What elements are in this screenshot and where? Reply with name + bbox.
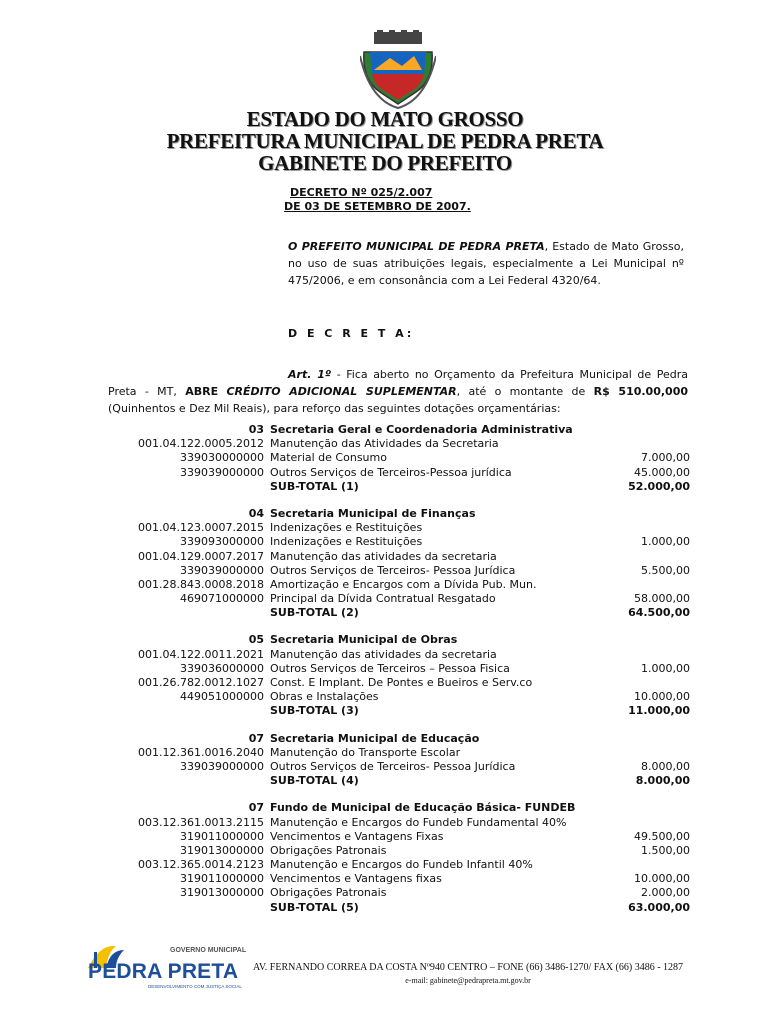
- row-value: 8.000,00: [635, 774, 690, 788]
- row-value: 64.500,00: [628, 606, 690, 620]
- table-row: [0, 550, 770, 564]
- row-code: 339030000000: [180, 451, 264, 465]
- row-description: Secretaria Municipal de Educação: [270, 731, 480, 745]
- article-amount: R$ 510.00,000: [593, 385, 689, 398]
- row-description: Obras e Instalações: [270, 690, 379, 704]
- row-code: 07: [248, 801, 264, 815]
- row-description: Fundo de Municipal de Educação Básica- FUNDEB: [270, 801, 576, 815]
- table-row: [0, 801, 770, 815]
- decreta-heading: D E C R E T A:: [288, 327, 415, 340]
- row-description: Const. E Implant. De Pontes e Bueiros e Serv.co: [270, 676, 533, 689]
- table-row: [0, 844, 770, 858]
- row-code: 001.04.129.0007.2017: [138, 549, 264, 563]
- article-text-2: , até o montante de: [456, 385, 594, 398]
- decree-number: DECRETO Nº 025/2.007: [290, 186, 433, 199]
- logo-slogan-text: DESENVOLVIMENTO COM JUSTIÇA SOCIAL: [148, 984, 242, 989]
- row-code: 469071000000: [180, 592, 264, 606]
- table-row: [0, 690, 770, 704]
- article-bold-2: CRÉDITO ADICIONAL SUPLEMENTAR: [226, 385, 457, 398]
- row-code: 07: [248, 731, 264, 745]
- table-row: [0, 760, 770, 774]
- section-gap: [0, 620, 770, 633]
- table-row: [0, 521, 770, 535]
- row-code: 003.12.365.0014.2123: [138, 858, 264, 872]
- row-code: 339039000000: [180, 563, 264, 577]
- row-code: 319013000000: [180, 886, 264, 900]
- row-description: Amortização e Encargos com a Dívida Pub. Mun.: [270, 577, 537, 591]
- table-row: [0, 704, 770, 718]
- header-prefeitura: PREFEITURA MUNICIPAL DE PEDRA PRETA: [166, 129, 604, 153]
- table-row: [0, 830, 770, 844]
- table-row: [0, 662, 770, 676]
- row-code: 05: [248, 633, 264, 647]
- footer-email: e-mail: gabinete@pedrapreta.mt.gov.br: [405, 976, 531, 985]
- table-row: [0, 886, 770, 900]
- table-row: [0, 466, 770, 480]
- row-description: Manutenção e Encargos do Fundeb Infantil 40%: [270, 858, 533, 872]
- decree-date: DE 03 DE SETEMBRO DE 2007.: [284, 200, 471, 213]
- table-row: [0, 564, 770, 578]
- row-code: 339093000000: [180, 535, 264, 549]
- row-description: Indenizações e Restituições: [270, 535, 423, 549]
- row-description: Obrigações Patronais: [270, 843, 387, 857]
- row-code: 001.26.782.0012.1027: [138, 676, 264, 689]
- row-description: Manutenção das atividades da secretaria: [270, 647, 497, 661]
- row-value: 45.000,00: [634, 465, 690, 479]
- row-description: Manutenção das Atividades da Secretaria: [270, 437, 499, 451]
- section-gap: [0, 494, 770, 507]
- row-description: Indenizações e Restituições: [270, 521, 423, 535]
- row-description: Principal da Dívida Contratual Resgatado: [270, 592, 496, 606]
- article-text-1: - Fica aberto no Orçamento da Prefeitura Municipal de Pedra Preta - MT,: [108, 368, 689, 398]
- row-code: 319013000000: [180, 843, 264, 857]
- row-code: 001.04.122.0005.2012: [138, 437, 264, 451]
- section-gap: [0, 719, 770, 732]
- table-row: [0, 746, 770, 760]
- table-row: [0, 535, 770, 549]
- table-row: [0, 648, 770, 662]
- row-value: 10.000,00: [634, 872, 690, 886]
- row-description: Manutenção das atividades da secretaria: [270, 549, 497, 563]
- row-value: 52.000,00: [628, 479, 690, 493]
- table-row: [0, 592, 770, 606]
- row-code: 319011000000: [180, 829, 264, 843]
- row-description: Outros Serviços de Terceiros-Pessoa jurídica: [270, 465, 512, 479]
- preamble-subject: O PREFEITO MUNICIPAL DE PEDRA PRETA: [288, 240, 545, 253]
- table-row: [0, 437, 770, 451]
- table-row: [0, 606, 770, 620]
- row-code: 001.12.361.0016.2040: [138, 745, 264, 759]
- row-code: 001.04.122.0011.2021: [138, 647, 264, 661]
- row-description: Secretaria Municipal de Finanças: [270, 506, 476, 520]
- row-code: 339039000000: [180, 465, 264, 479]
- table-row: [0, 633, 770, 647]
- table-row: [0, 816, 770, 830]
- row-value: 10.000,00: [634, 690, 690, 704]
- row-description: Material de Consumo: [270, 451, 387, 465]
- table-row: [0, 858, 770, 872]
- row-code: 339036000000: [180, 661, 264, 675]
- article-1: [108, 366, 688, 417]
- row-value: 58.000,00: [634, 592, 690, 606]
- row-description: Secretaria Geral e Coordenadoria Administrativa: [270, 423, 573, 436]
- row-description: Vencimentos e Vantagens fixas: [270, 872, 442, 886]
- preamble-text: , Estado de Mato Grosso, no uso de suas atribuições legais, especialmente a Lei Municipal nº 475/2006, e em consonância com a Lei Federal 4320/64.: [288, 240, 684, 287]
- row-value: 1.500,00: [641, 843, 690, 857]
- row-value: 1.000,00: [641, 661, 690, 675]
- article-text-3: (Quinhentos e Dez Mil Reais), para reforço das seguintes dotações orçamentárias:: [108, 402, 561, 415]
- section-gap: [0, 788, 770, 801]
- row-value: 49.500,00: [634, 829, 690, 843]
- row-code: 319011000000: [180, 872, 264, 886]
- header-gabinete: GABINETE DO PREFEITO: [258, 151, 512, 175]
- row-description: SUB-TOTAL (4): [270, 774, 359, 788]
- row-description: SUB-TOTAL (1): [270, 479, 359, 493]
- row-value: 2.000,00: [641, 886, 690, 900]
- article-bold-1: ABRE: [185, 385, 219, 398]
- row-code: 04: [248, 506, 264, 520]
- row-value: 11.000,00: [628, 704, 690, 718]
- row-value: 8.000,00: [641, 759, 690, 773]
- row-value: 5.500,00: [641, 563, 690, 577]
- table-row: [0, 676, 770, 690]
- row-description: Secretaria Municipal de Obras: [270, 633, 458, 647]
- footer-address: AV. FERNANDO CORREA DA COSTA Nº940 CENTRO – FONE (66) 3486-1270/ FAX (66) 3486 - 1287: [252, 962, 684, 973]
- table-row: [0, 774, 770, 788]
- row-code: 001.04.123.0007.2015: [138, 521, 264, 535]
- logo-name-text: PEDRA PRETA: [88, 960, 238, 983]
- coat-of-arms-icon: [360, 30, 436, 110]
- row-description: SUB-TOTAL (3): [270, 704, 359, 718]
- table-row: [0, 423, 770, 437]
- budget-table: [0, 423, 770, 915]
- row-code: 001.28.843.0008.2018: [138, 577, 264, 591]
- row-description: Vencimentos e Vantagens Fixas: [270, 829, 444, 843]
- table-row: [0, 451, 770, 465]
- pedra-preta-logo: [86, 938, 246, 994]
- row-description: Outros Serviços de Terceiros- Pessoa Jurídica: [270, 563, 516, 577]
- row-description: Manutenção e Encargos do Fundeb Fundamental 40%: [270, 815, 567, 829]
- row-code: 03: [248, 423, 264, 436]
- preamble: [288, 238, 684, 289]
- row-description: Manutenção do Transporte Escolar: [270, 745, 461, 759]
- table-row: [0, 507, 770, 521]
- row-code: 449051000000: [180, 690, 264, 704]
- table-row: [0, 901, 770, 915]
- row-code: 003.12.361.0013.2115: [138, 815, 264, 829]
- table-row: [0, 578, 770, 592]
- table-row: [0, 480, 770, 494]
- row-code: 339039000000: [180, 759, 264, 773]
- table-row: [0, 732, 770, 746]
- row-description: SUB-TOTAL (5): [270, 900, 359, 914]
- logo-top-text: GOVERNO MUNICIPAL: [170, 947, 246, 954]
- row-description: Outros Serviços de Terceiros- Pessoa Jurídica: [270, 759, 516, 773]
- row-value: 7.000,00: [641, 451, 690, 465]
- row-description: Outros Serviços de Terceiros – Pessoa Fisica: [270, 661, 510, 675]
- table-row: [0, 872, 770, 886]
- row-description: Obrigações Patronais: [270, 886, 387, 900]
- row-description: SUB-TOTAL (2): [270, 606, 359, 620]
- article-label: Art. 1º: [288, 368, 332, 381]
- row-value: 63.000,00: [628, 900, 690, 914]
- header-state: ESTADO DO MATO GROSSO: [246, 107, 524, 131]
- row-value: 1.000,00: [641, 535, 690, 549]
